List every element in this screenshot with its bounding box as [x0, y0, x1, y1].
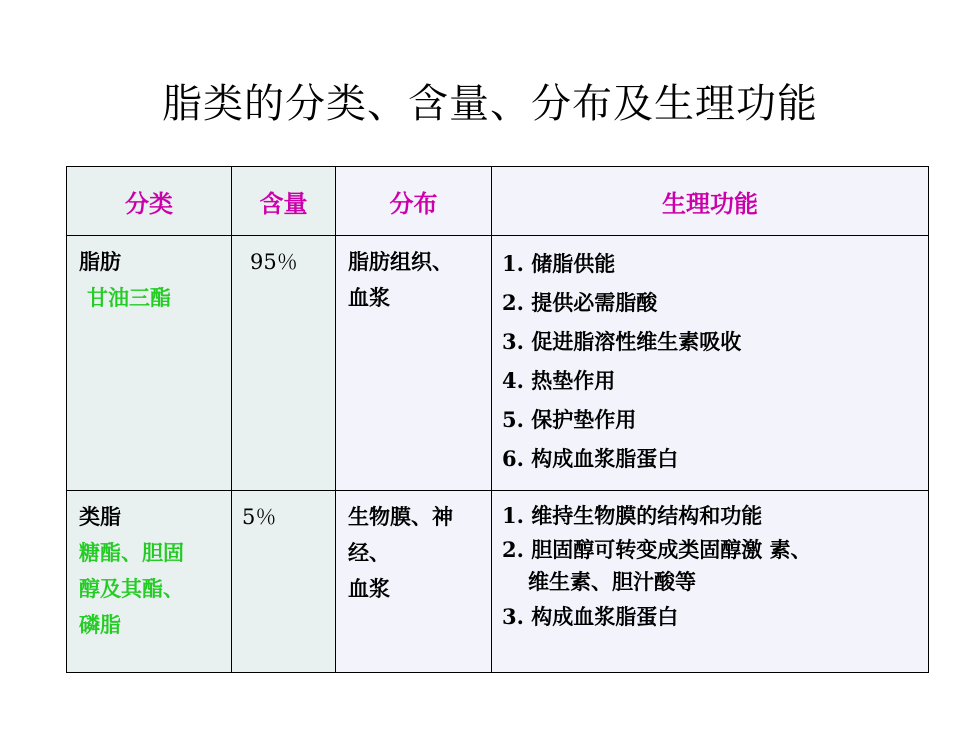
function-item: 维生素、胆汁酸等	[528, 569, 696, 594]
function-item: 2. 提供必需脂酸	[502, 290, 658, 315]
function-item: 1. 储脂供能	[502, 251, 616, 276]
distribution-line: 血浆	[348, 285, 390, 310]
distribution-line: 脂肪组织、	[348, 249, 453, 274]
category-name: 脂肪	[79, 249, 121, 274]
function-item: 6. 构成血浆脂蛋白	[502, 446, 679, 471]
table-row	[67, 491, 929, 673]
content-value: 95％	[250, 250, 298, 274]
table-row	[67, 236, 929, 491]
distribution-line: 生物膜、神	[348, 504, 453, 529]
category-sub: 糖酯、胆固	[79, 540, 184, 565]
header-distribution: 分布	[336, 167, 492, 236]
content-value: 5％	[242, 505, 277, 529]
page-title: 脂类的分类、含量、分布及生理功能	[162, 81, 818, 127]
functions-cell	[492, 491, 928, 637]
category-cell	[67, 236, 231, 316]
distribution-line: 血浆	[348, 576, 390, 601]
distribution-cell	[336, 236, 491, 316]
function-item: 1. 维持生物膜的结构和功能	[502, 503, 763, 528]
function-item: 3. 促进脂溶性维生素吸收	[502, 329, 742, 354]
category-sub: 磷脂	[79, 612, 121, 637]
header-row	[67, 167, 929, 236]
functions-cell	[492, 236, 928, 478]
lipid-table	[66, 166, 924, 669]
function-item: 3. 构成血浆脂蛋白	[502, 604, 679, 629]
header-category: 分类	[67, 167, 232, 236]
category-cell	[67, 491, 231, 643]
distribution-line: 经、	[348, 540, 390, 565]
function-item: 5. 保护垫作用	[502, 407, 637, 432]
function-item: 2. 胆固醇可转变成类固醇激 素、	[502, 537, 812, 562]
header-functions: 生理功能	[492, 167, 929, 236]
header-content: 含量	[232, 167, 336, 236]
function-item: 4. 热垫作用	[502, 368, 616, 393]
category-name: 类脂	[79, 504, 121, 529]
category-sub: 甘油三酯	[87, 285, 171, 310]
distribution-cell	[336, 491, 491, 607]
category-sub: 醇及其酯、	[79, 576, 184, 601]
